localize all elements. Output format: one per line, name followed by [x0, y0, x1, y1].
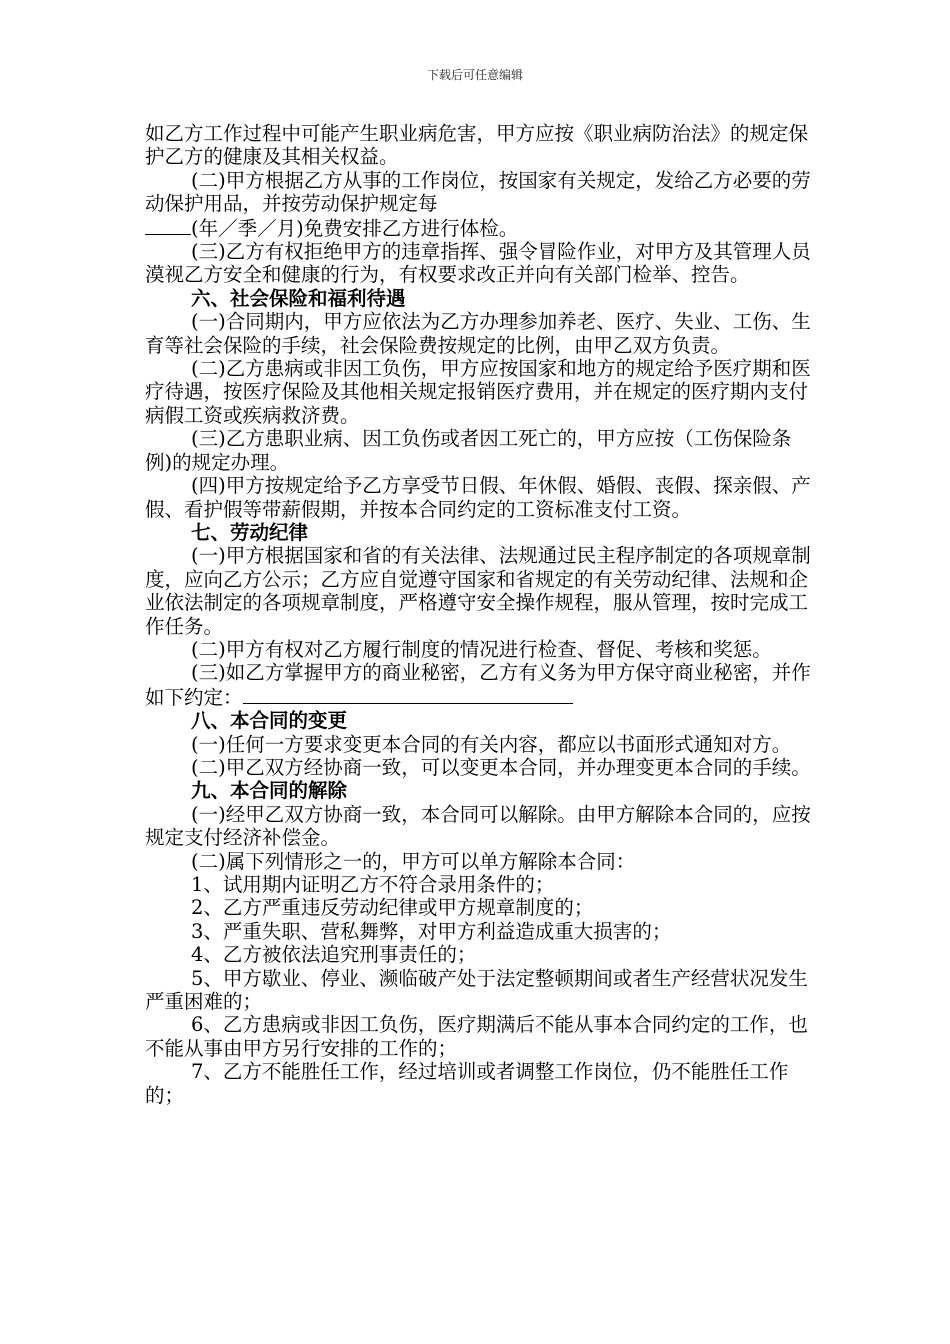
paragraph: 如乙方工作过程中可能产生职业病危害，甲方应按《职业病防治法》的规定保护乙方的健康及其相关权益。 — [145, 122, 809, 169]
paragraph: (一)甲方根据国家和省的有关法律、法规通过民主程序制定的各项规章制度，应向乙方公示；乙方应自觉遵守国家和省规定的有关劳动纪律、法规和企业依法制定的各项规章制度，严格遵守安全操作规程，服从管理，按时完成工作任务。 — [145, 544, 811, 638]
paragraph — [145, 661, 815, 709]
paragraph — [145, 216, 815, 240]
paragraph: (二)甲乙双方经协商一致，可以变更本合同，并办理变更本合同的手续。 — [191, 755, 811, 779]
paragraph: (二)属下列情形之一的，甲方可以单方解除本合同： — [191, 849, 636, 873]
fill-blank — [243, 685, 573, 704]
section-title: 七、劳动纪律 — [191, 520, 309, 544]
list-item: 4、乙方被依法追究刑事责任的； — [191, 943, 477, 967]
paragraph-text: (年／季／月)免费安排乙方进行体检。 — [191, 216, 519, 240]
paragraph-text: (三)如乙方掌握甲方的商业秘密，乙方有义务为甲方保守商业秘密，并作如下约定： — [145, 661, 811, 709]
paragraph: (二)乙方患病或非因工负伤，甲方应按国家和地方的规定给予医疗期和医疗待遇，按医疗保险及其他相关规定报销医疗费用，并在规定的医疗期内支付病假工资或疾病救济费。 — [145, 357, 811, 427]
section-title: 六、社会保险和福利待遇 — [191, 286, 406, 310]
list-item: 5、甲方歇业、停业、濒临破产处于法定整顿期间或者生产经营状况发生严重困难的； — [145, 966, 808, 1014]
section-title: 八、本合同的变更 — [191, 709, 348, 733]
paragraph: (一)合同期内，甲方应依法为乙方办理参加养老、医疗、失业、工伤、生育等社会保险的手续，社会保险费按规定的比例，由甲乙双方负责。 — [145, 310, 811, 357]
list-item: 6、乙方患病或非因工负伤，医疗期满后不能从事本合同约定的工作，也不能从事由甲方另行安排的工作的； — [145, 1013, 808, 1060]
paragraph: (三)乙方有权拒绝甲方的违章指挥、强令冒险作业，对甲方及其管理人员漠视乙方安全和健康的行为，有权要求改正并向有关部门检举、控告。 — [145, 240, 811, 287]
header-note: 下载后可任意编辑 — [426, 68, 523, 82]
paragraph: (一)任何一方要求变更本合同的有关内容，都应以书面形式通知对方。 — [191, 732, 792, 756]
list-item: 3、严重失职、营私舞弊，对甲方利益造成重大损害的； — [191, 919, 672, 943]
paragraph: (三)乙方患职业病、因工负伤或者因工死亡的，甲方应按（工伤保险条例)的规定办理。 — [145, 427, 792, 474]
paragraph: (四)甲方按规定给予乙方享受节日假、年休假、婚假、丧假、探亲假、产假、看护假等带薪假期，并按本合同约定的工资标准支付工资。 — [145, 474, 811, 521]
paragraph: (二)甲方有权对乙方履行制度的情况进行检查、督促、考核和奖惩。 — [191, 637, 772, 661]
paragraph: (一)经甲乙双方协商一致，本合同可以解除。由甲方解除本合同的，应按规定支付经济补偿金。 — [145, 802, 811, 850]
paragraph: (二)甲方根据乙方从事的工作岗位，按国家有关规定，发给乙方必要的劳动保护用品，并按劳动保护规定每 — [145, 168, 811, 216]
list-item: 7、乙方不能胜任工作，经过培训或者调整工作岗位，仍不能胜任工作的； — [145, 1060, 789, 1107]
list-item: 2、乙方严重违反劳动纪律或甲方规章制度的； — [191, 896, 594, 920]
section-title: 九、本合同的解除 — [191, 779, 348, 803]
list-item: 1、试用期内证明乙方不符合录用条件的； — [191, 873, 555, 896]
fill-blank — [145, 216, 191, 235]
document-body — [145, 122, 815, 1107]
